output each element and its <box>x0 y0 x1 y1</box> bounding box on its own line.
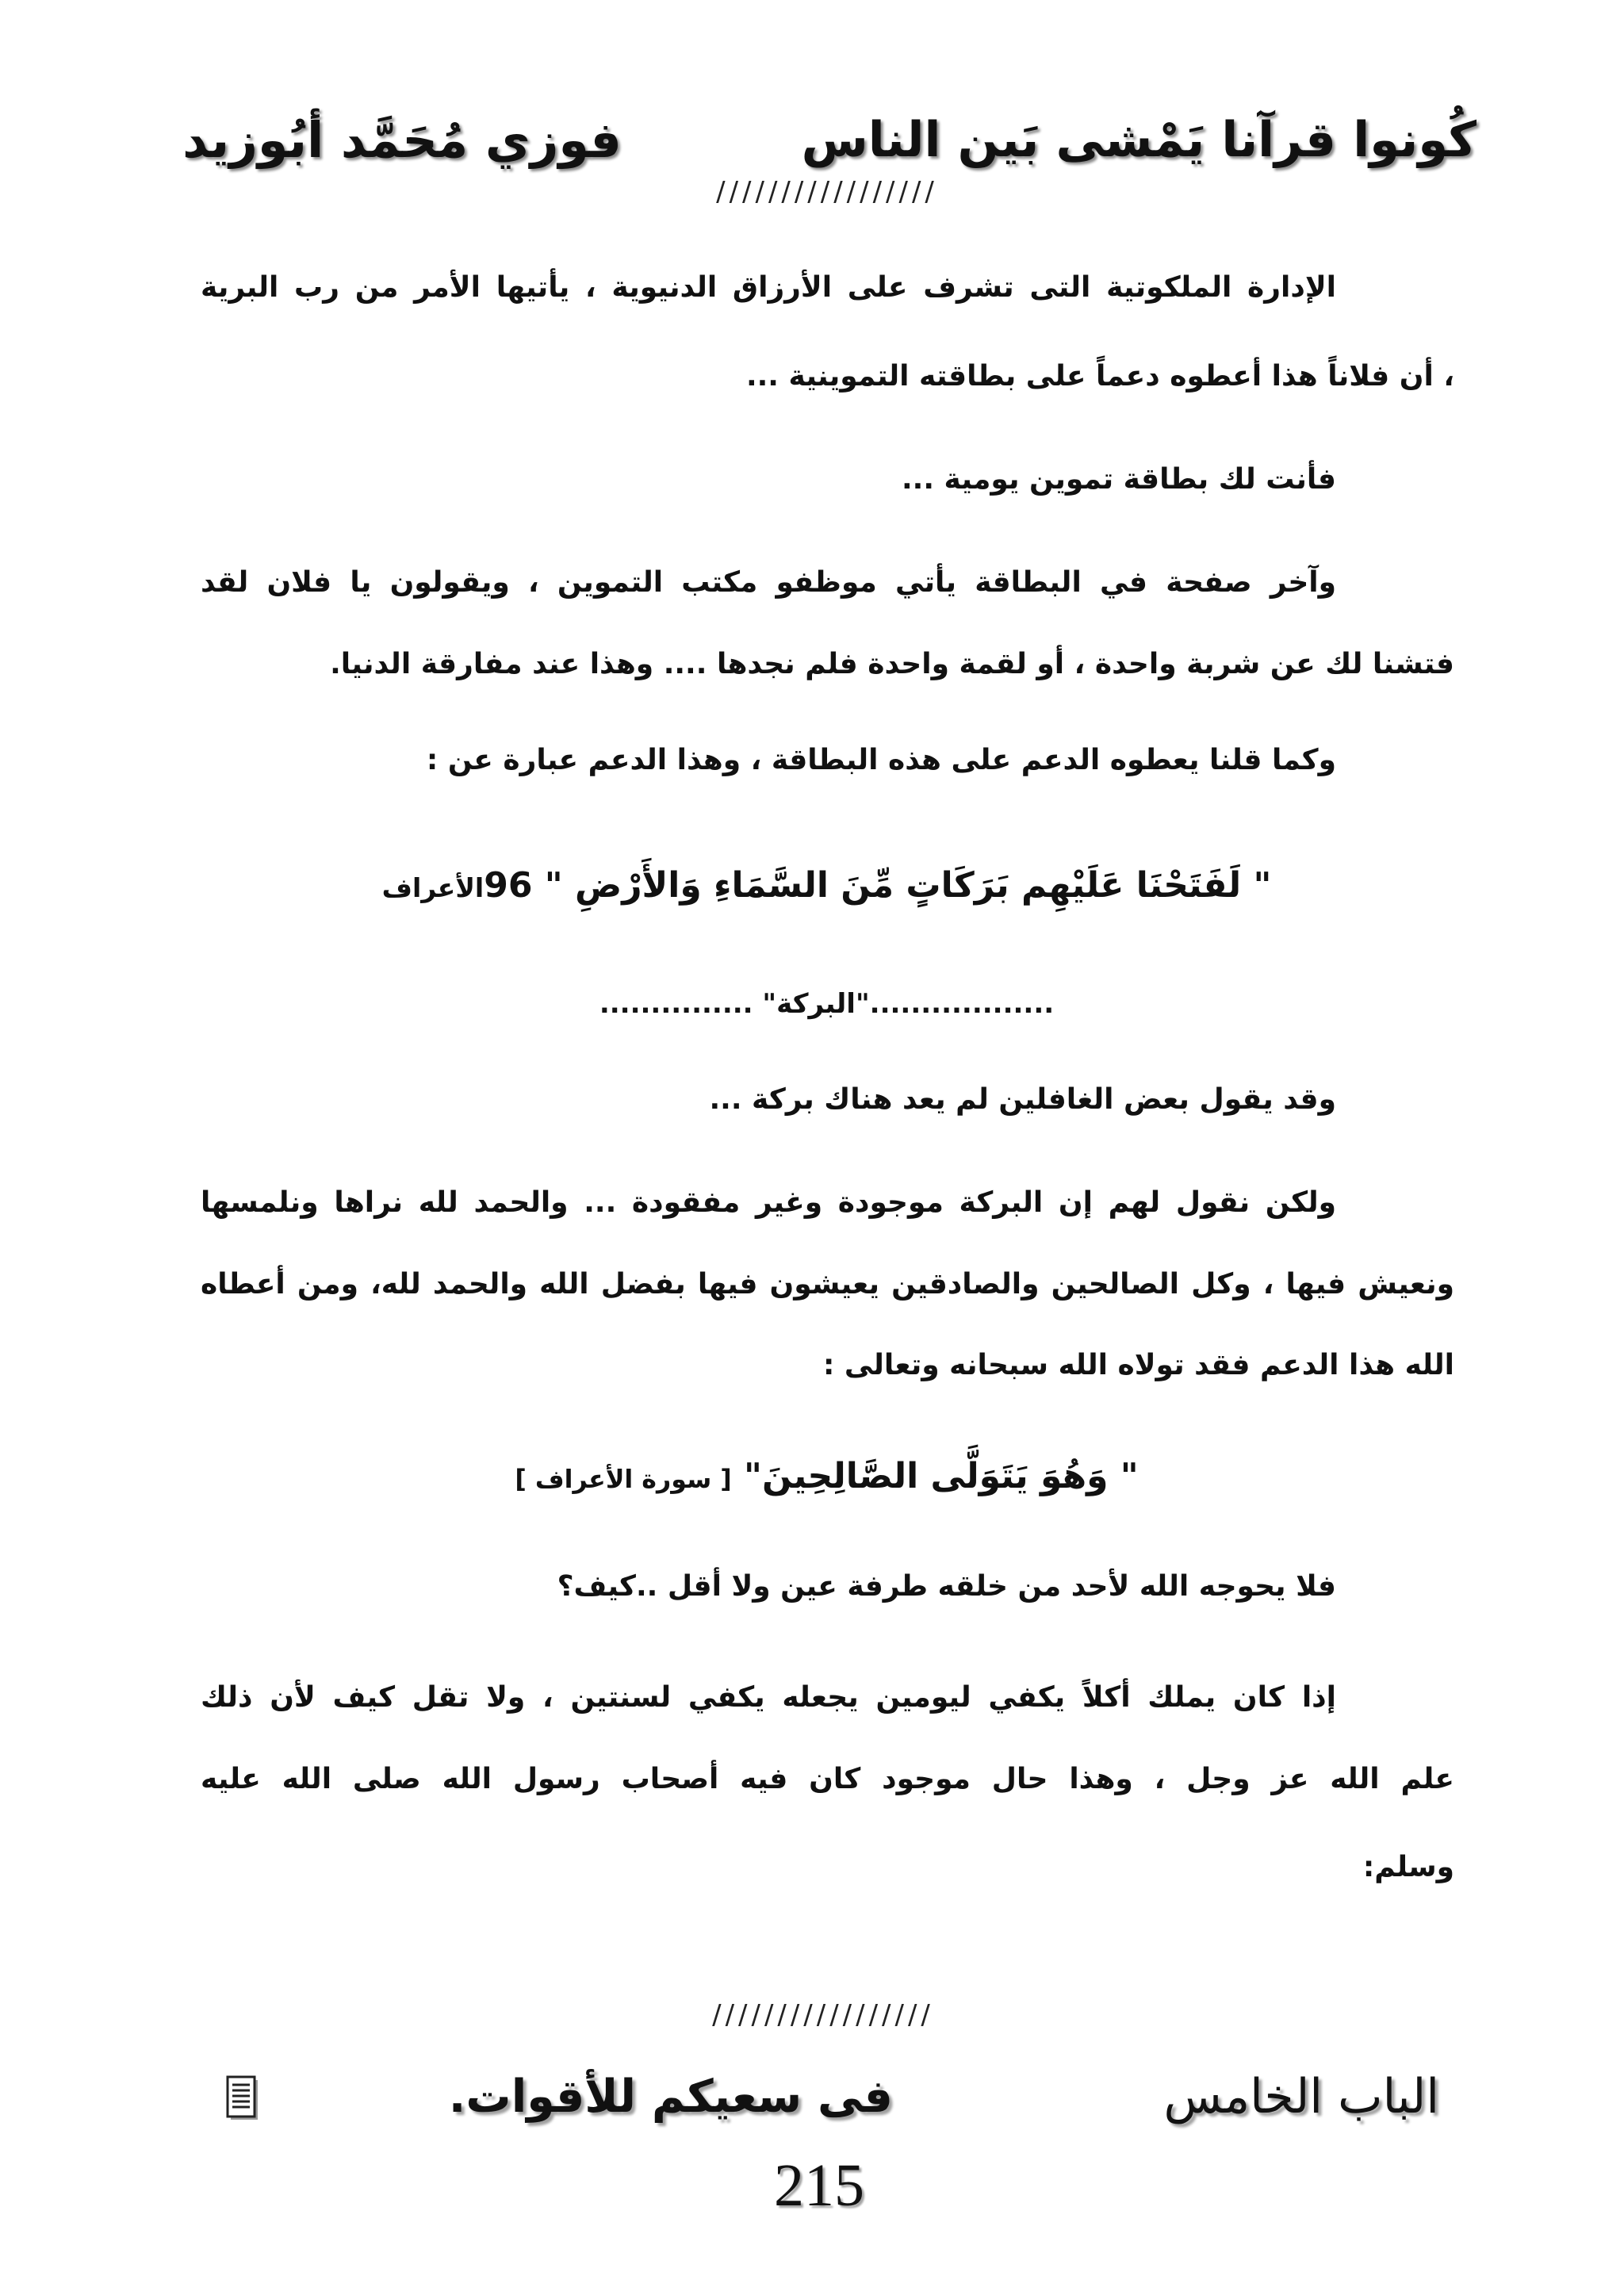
verse-2-reference: [ سورة الأعراف ] <box>515 1465 732 1494</box>
verse-2-text: " وَهُوَ يَتَوَلَّى الصَّالِحِينَ" <box>744 1456 1139 1496</box>
paragraph-6-line-2: ونعيش فيها ، وكل الصالحين والصادقين يعيشون فيها بفضل الله والحمد لله، ومن أعطاه <box>201 1268 1454 1301</box>
paragraph-5-line-1: وقد يقول بعض الغافلين لم يعد هناك بركة ... <box>709 1083 1336 1116</box>
paragraph-1-line-1: الإدارة الملكوتية التى تشرف على الأرزاق الدنيوية ، يأتيها الأمر من رب البرية <box>201 271 1336 304</box>
paragraph-3-line-1: وآخر صفحة في البطاقة يأتي موظفو مكتب التموين ، ويقولون يا فلان لقد <box>201 566 1336 599</box>
paragraph-6-line-1: ولكن نقول لهم إن البركة موجودة وغير مفقودة ... والحمد لله نراها ونلمسها <box>201 1186 1336 1219</box>
chapter-label: الباب الخامس <box>1163 2069 1439 2124</box>
verse-1-number: 96 <box>484 865 533 906</box>
header-divider: ///////////////// <box>716 176 938 208</box>
page-number: 215 <box>774 2152 864 2219</box>
paragraph-1-line-2: ، أن فلاناً هذا أعطوه دعماً على بطاقته التموينية ... <box>745 360 1454 393</box>
author-name: فوزي مُحَمَّد أبُوزيد <box>182 111 622 169</box>
document-icon <box>223 2075 262 2122</box>
paragraph-2-line-1: فأنت لك بطاقة تموين يومية ... <box>902 463 1336 496</box>
paragraph-8-line-1: إذا كان يملك أكلاً يكفي ليومين يجعله يكفي لسنتين ، ولا تقل كيف لأن ذلك <box>201 1681 1336 1714</box>
paragraph-8-line-2: علم الله عز وجل ، وهذا حال موجود كان فيه أصحاب رسول الله صلى الله عليه <box>201 1763 1454 1795</box>
quran-verse-1 <box>199 856 1454 916</box>
paragraph-4-line-1: وكما قلنا يعطوه الدعم على هذه البطاقة ، وهذا الدعم عبارة عن : <box>426 744 1336 776</box>
verse-1-surah: الأعراف <box>381 872 485 903</box>
book-title: كُونوا قرآنا يَمْشى بَين الناس <box>801 112 1477 168</box>
footer-divider: ///////////////// <box>712 1999 934 2031</box>
keyword-line: .................."البركة" ............... <box>599 988 1055 1020</box>
paragraph-3-line-2: فتشنا لك عن شربة واحدة ، أو لقمة واحدة فلم نجدها .... وهذا عند مفارقة الدنيا. <box>330 648 1454 680</box>
paragraph-8-line-3: وسلم: <box>1362 1851 1454 1883</box>
paragraph-7-line-1: فلا يحوجه الله لأحد من خلقه طرفة عين ولا أقل ..كيف؟ <box>557 1570 1336 1603</box>
quran-verse-2 <box>199 1446 1454 1507</box>
verse-1-text: " لَفَتَحْنَا عَلَيْهِم بَرَكَاتٍ مِّنَ السَّمَاءِ وَالأَرْضِ " <box>544 865 1272 906</box>
paragraph-6-line-3: الله هذا الدعم فقد تولاه الله سبحانه وتعالى : <box>822 1349 1454 1381</box>
chapter-title: فى سعيكم للأقوات. <box>448 2071 893 2123</box>
